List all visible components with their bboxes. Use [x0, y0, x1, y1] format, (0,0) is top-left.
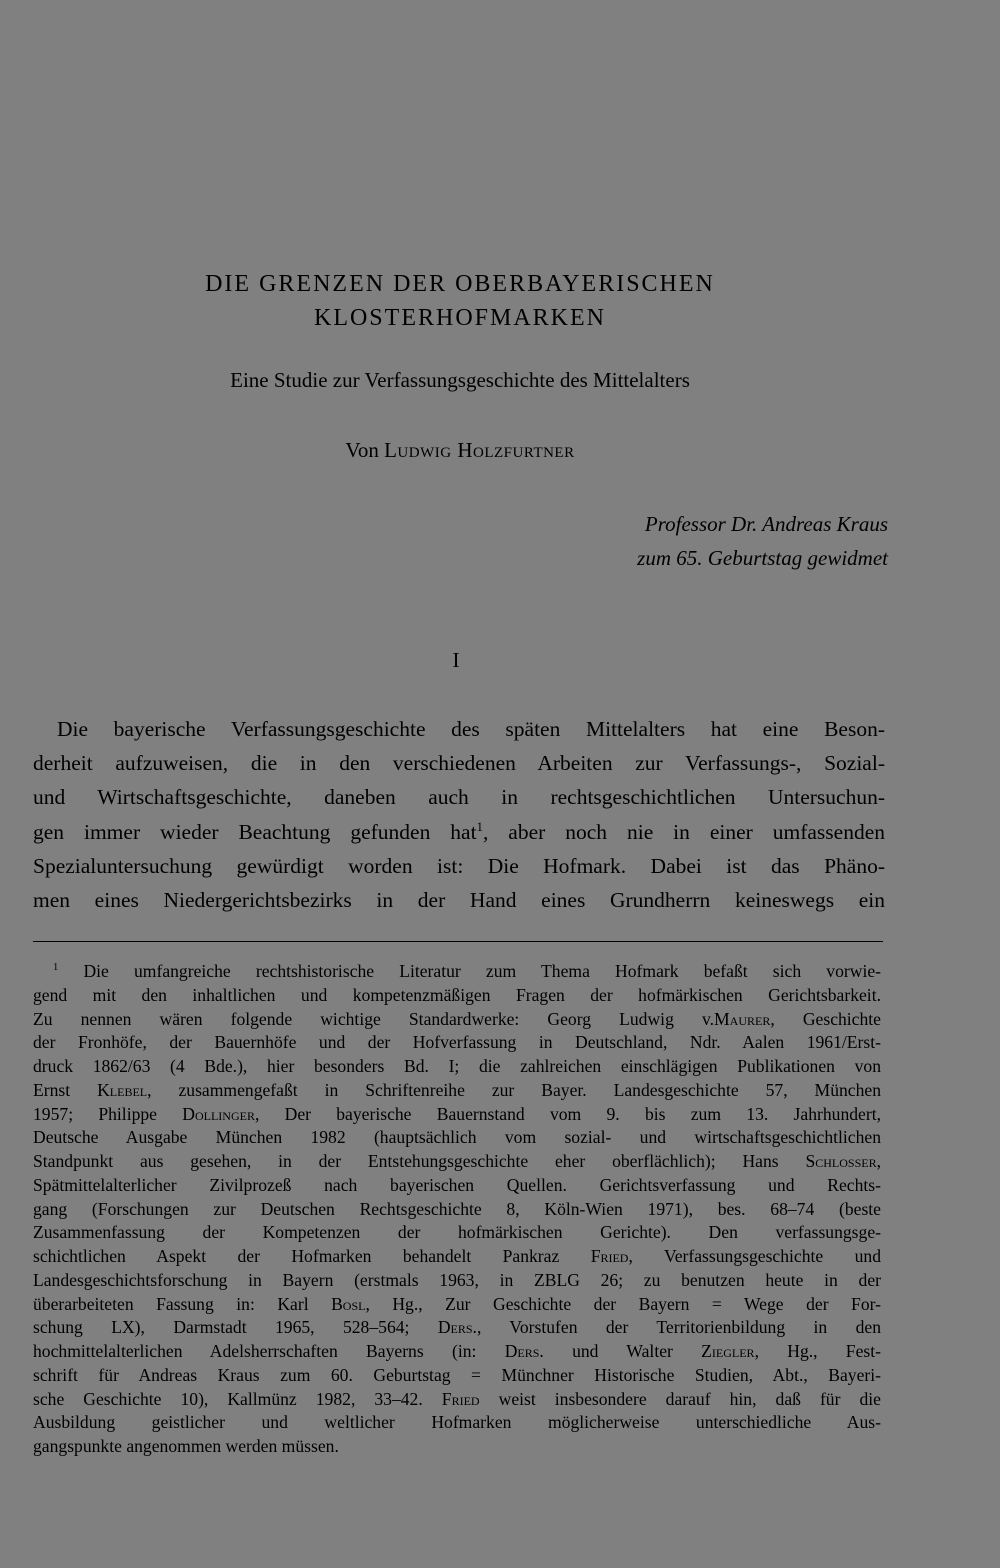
footnote-text: , Hg., Zur Geschichte der Bayern = Wege der For-	[365, 1293, 881, 1314]
body-line: und Wirtschaftsgeschichte, daneben auch in rechtsgeschichtlichen Untersuchun-	[33, 785, 885, 810]
article-title-line-2: KLOSTERHOFMARKEN	[313, 305, 606, 331]
footnote-text: ., Vorstufen der Territorienbildung in den	[472, 1317, 881, 1338]
body-line	[33, 815, 885, 849]
body-line: men eines Niedergerichtsbezirks in der Hand eines Grundherrn keineswegs ein	[33, 887, 885, 912]
footnote-text: , Verfassungsgeschichte und	[628, 1246, 881, 1266]
footnote-text: hochmittelalterlichen Adelsherrschaften Bayerns (in:	[33, 1341, 477, 1361]
footnote-text: sche Geschichte 10), Kallmünz 1982, 33–42.	[33, 1388, 423, 1409]
cited-author: Maurer	[714, 1008, 771, 1029]
article-title-line-1: DIE GRENZEN DER OBERBAYERISCHEN	[205, 271, 715, 297]
footnote-text: schichtlichen Aspekt der Hofmarken behandelt Pankraz	[33, 1246, 560, 1266]
dedication	[637, 507, 888, 575]
footnote-line: der Fronhöfe, der Bauernhöfe und der Hofverfassung in Deutschland, Ndr. Aalen 1961/Erst-	[33, 1032, 881, 1053]
footnote-line	[33, 1340, 881, 1364]
footnote-line	[33, 1245, 881, 1269]
footnote-text: Standpunkt aus gesehen, in der Entstehungsgeschichte eher oberflächlich); Hans	[33, 1151, 779, 1171]
footnote	[33, 960, 881, 1459]
cited-author: Dollinger	[182, 1103, 255, 1124]
footnote-line	[33, 1008, 881, 1032]
footnote-line: Ausbildung geistlicher und weltlicher Hofmarken möglicherweise unterschiedliche Aus-	[33, 1412, 881, 1433]
cited-author: Klebel	[97, 1079, 148, 1100]
footnote-text: Ernst	[33, 1079, 71, 1100]
cited-author: Ders	[504, 1341, 540, 1361]
footnote-line: gend mit den inhaltlichen und kompetenzmäßigen Fragen der hofmärkischen Gerichtsbarkeit.	[33, 984, 881, 1005]
footnote-line	[33, 1103, 881, 1127]
author-prefix: Von	[345, 438, 379, 462]
footnote-line: druck 1862/63 (4 Bde.), hier besonders Bd. I; die zahlreichen einschlägigen Publikationen von	[33, 1056, 881, 1076]
footnote-line: Spätmittelalterlicher Zivilprozeß nach bayerischen Quellen. Gerichtsverfassung und Rechts-	[33, 1174, 881, 1195]
footnote-text: überarbeiteten Fassung in: Karl	[33, 1293, 309, 1314]
footnote-reference: 1	[476, 819, 483, 834]
footnote-line	[33, 960, 881, 984]
cited-author: Bosl	[331, 1293, 366, 1314]
footnote-text: . und Walter	[539, 1341, 673, 1361]
body-line: derheit aufzuweisen, die in den verschiedenen Arbeiten zur Verfassungs-, Sozial-	[33, 751, 885, 776]
footnote-marker: 1	[53, 962, 59, 974]
body-line: Die bayerische Verfassungsgeschichte des späten Mittelalters hat eine Beson-	[57, 717, 885, 741]
footnote-line	[33, 1388, 881, 1412]
footnote-text: , Geschichte	[770, 1008, 881, 1029]
footnote-text: weist insbesondere darauf hin, daß für die	[498, 1388, 881, 1409]
article-subtitle: Eine Studie zur Verfassungsgeschichte des Mittelalters	[230, 368, 690, 392]
cited-author: Schlosser	[805, 1151, 877, 1171]
dedication-line-1: Professor Dr. Andreas Kraus	[644, 512, 888, 536]
footnote-line: gangspunkte angenommen werden müssen.	[33, 1436, 339, 1456]
cited-author: Fried	[590, 1246, 629, 1266]
footnote-separator	[33, 941, 883, 942]
footnote-line: Zusammenfassung der Kompetenzen der hofmärkischen Gerichte). Den verfassungsge-	[33, 1222, 881, 1243]
footnote-line: schrift für Andreas Kraus zum 60. Geburtstag = Münchner Historische Studien, Abt., Bayeri-	[33, 1364, 881, 1385]
section-number: I	[452, 648, 460, 672]
footnote-text: ,	[876, 1151, 881, 1171]
body-text-segment: gen immer wieder Beachtung gefunden hat	[33, 819, 477, 844]
author-line	[0, 438, 920, 463]
body-line: Spezialuntersuchung gewürdigt worden ist: Die Hofmark. Dabei ist das Phäno-	[33, 853, 885, 878]
cited-author: Ziegler	[701, 1341, 755, 1361]
cited-author: Ders	[437, 1317, 473, 1338]
footnote-text: Zu nennen wären folgende wichtige Standardwerke: Georg Ludwig v.	[33, 1008, 715, 1029]
footnote-text: , Der bayerische Bauernstand vom 9. bis zum 13. Jahrhundert,	[254, 1103, 882, 1124]
footnote-line: gang (Forschungen zur Deutschen Rechtsgeschichte 8, Köln-Wien 1971), bes. 68–74 (beste	[33, 1198, 881, 1219]
footnote-line	[33, 1316, 881, 1340]
footnote-text: schung LX), Darmstadt 1965, 528–564;	[33, 1317, 410, 1338]
body-text-segment: , aber noch nie in einer umfassenden	[483, 819, 885, 844]
footnote-line	[33, 1293, 881, 1317]
footnote-text: , zusammengefaßt in Schriftenreihe zur Bayer. Landesgeschichte 57, München	[147, 1079, 882, 1100]
footnote-line: Landesgeschichtsforschung in Bayern (erstmals 1963, in ZBLG 26; zu benutzen heute in der	[33, 1269, 881, 1290]
footnote-line: Deutsche Ausgabe München 1982 (hauptsächlich vom sozial- und wirtschaftsgeschichtlichen	[33, 1127, 881, 1148]
footnote-text: Die umfangreiche rechtshistorische Literatur zum Thema Hofmark befaßt sich vorwie-	[83, 961, 881, 981]
footnote-line	[33, 1150, 881, 1174]
author-name: Ludwig Holzfurtner	[384, 438, 575, 462]
footnote-line	[33, 1079, 881, 1103]
dedication-line-2: zum 65. Geburtstag gewidmet	[637, 546, 888, 570]
body-paragraph	[33, 712, 885, 917]
footnote-text: 1957; Philippe	[33, 1103, 157, 1124]
footnote-text: , Hg., Fest-	[754, 1341, 881, 1361]
cited-author: Fried	[441, 1388, 480, 1409]
